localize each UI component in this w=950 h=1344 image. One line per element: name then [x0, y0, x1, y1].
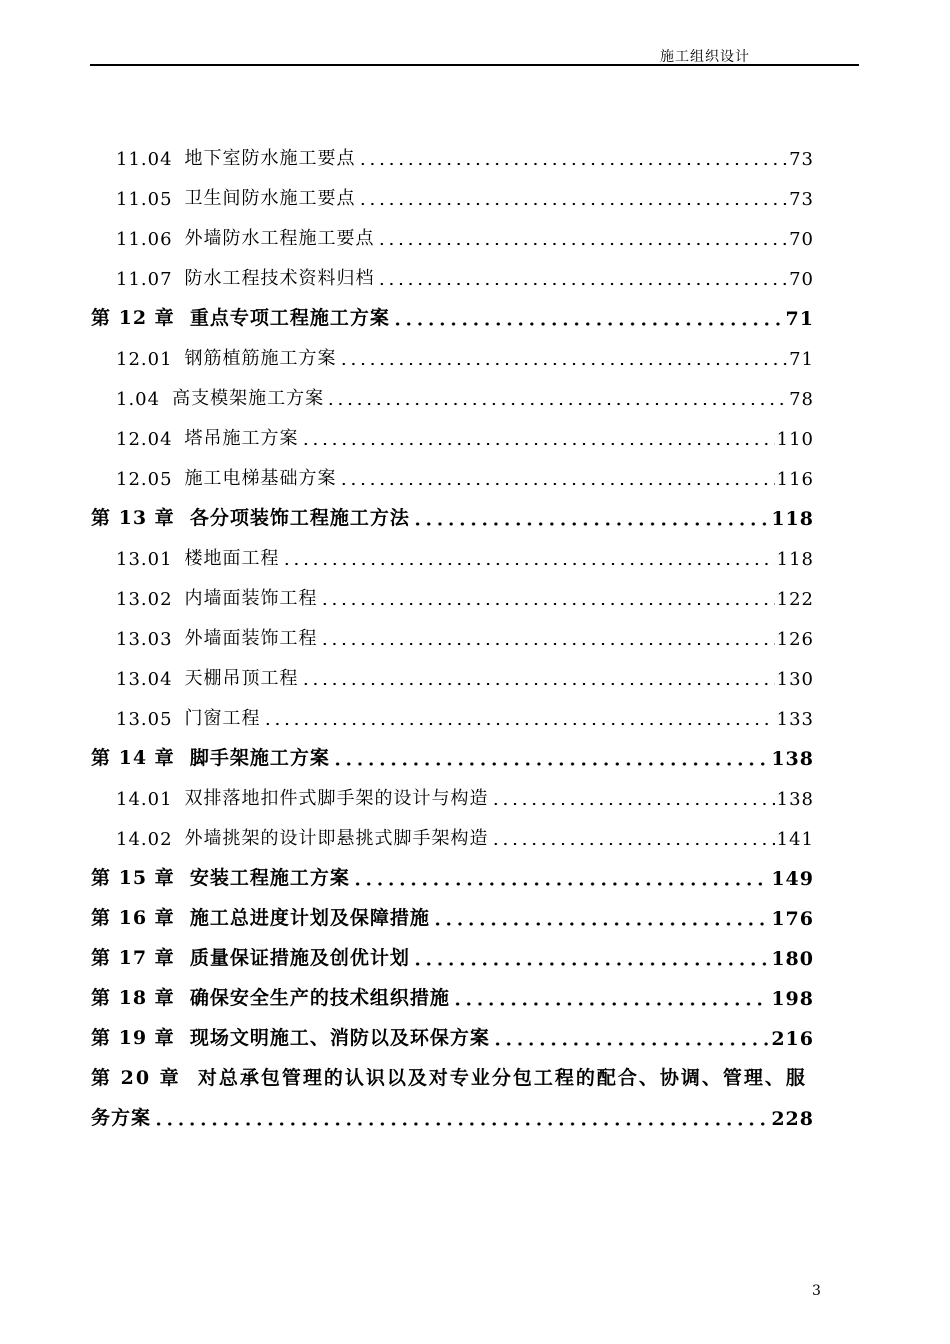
toc-chapter-entry-wrapped[interactable] [91, 1060, 841, 1090]
toc-spacer [181, 1068, 198, 1090]
toc-entry-number: 1.04 [116, 389, 161, 410]
toc-entry-page: 133 [776, 709, 814, 730]
toc-entry-number: 第 16 章 [91, 907, 175, 929]
toc-dot-leader [263, 722, 775, 726]
toc-chapter-entry[interactable] [91, 900, 814, 930]
toc-dot-leader [392, 322, 784, 326]
toc-entry-number: 12.01 [116, 349, 173, 370]
toc-entry-title-line1: 对总承包管理的认识以及对专业分包工程的配合、协调、管理、服 [197, 1067, 807, 1089]
toc-entry-title: 重点专项工程施工方案 [189, 307, 390, 329]
toc-entry-page: 73 [789, 149, 814, 170]
toc-chapter-entry[interactable] [91, 740, 814, 770]
toc-section-entry[interactable] [116, 820, 814, 850]
toc-entry-title: 防水工程技术资料归档 [184, 268, 375, 289]
toc-entry-number: 13.03 [116, 629, 173, 650]
toc-dot-leader [352, 882, 769, 886]
toc-entry-number: 12.04 [116, 429, 173, 450]
toc-dot-leader [492, 1042, 769, 1046]
toc-entry-number: 13.01 [116, 549, 173, 570]
toc-dot-leader [432, 922, 769, 926]
toc-entry-page: 71 [785, 308, 814, 330]
toc-entry-title: 钢筋植筋施工方案 [184, 348, 337, 369]
toc-entry-number: 第 12 章 [91, 307, 175, 329]
toc-entry-page: 141 [776, 829, 814, 850]
toc-entry-number: 11.06 [116, 229, 173, 250]
toc-entry-title: 卫生间防水施工要点 [184, 188, 356, 209]
toc-entry-page: 138 [776, 789, 814, 810]
toc-entry-title: 塔吊施工方案 [184, 428, 299, 449]
toc-section-entry[interactable] [116, 620, 814, 650]
toc-section-entry[interactable] [116, 660, 814, 690]
toc-dot-leader [491, 842, 775, 846]
toc-entry-number: 14.02 [116, 829, 173, 850]
toc-entry-number: 第 15 章 [91, 867, 175, 889]
toc-entry-page: 71 [789, 349, 814, 370]
header-rule [90, 64, 859, 66]
toc-entry-title: 脚手架施工方案 [189, 747, 330, 769]
toc-spacer [175, 508, 190, 530]
toc-section-entry[interactable] [116, 260, 814, 290]
toc-dot-leader [332, 762, 769, 766]
toc-entry-page: 110 [776, 429, 814, 450]
toc-section-entry[interactable] [116, 380, 814, 410]
toc-entry-page: 73 [789, 189, 814, 210]
toc-spacer [175, 908, 190, 930]
toc-dot-leader [377, 282, 788, 286]
toc-entry-page: 138 [771, 748, 814, 770]
toc-section-entry[interactable] [116, 460, 814, 490]
toc-spacer [175, 948, 190, 970]
toc-chapter-entry-continuation[interactable] [91, 1100, 814, 1130]
toc-dot-leader [491, 802, 775, 806]
toc-entry-number: 11.05 [116, 189, 173, 210]
header-title: 施工组织设计 [660, 49, 750, 65]
toc-section-entry[interactable] [116, 340, 814, 370]
toc-dot-leader [320, 642, 775, 646]
toc-entry-title: 质量保证措施及创优计划 [189, 947, 410, 969]
toc-entry-number: 第 13 章 [91, 507, 175, 529]
toc-entry-page: 118 [771, 508, 814, 530]
toc-section-entry[interactable] [116, 540, 814, 570]
toc-section-entry[interactable] [116, 420, 814, 450]
toc-dot-leader [301, 682, 775, 686]
toc-entry-page: 130 [776, 669, 814, 690]
toc-entry-title: 内墙面装饰工程 [184, 588, 318, 609]
toc-entry-title: 确保安全生产的技术组织措施 [189, 987, 450, 1009]
toc-dot-leader [452, 1002, 769, 1006]
toc-entry-title: 外墙挑架的设计即悬挑式脚手架构造 [184, 828, 489, 849]
toc-section-entry[interactable] [116, 700, 814, 730]
toc-entry-page: 70 [789, 229, 814, 250]
toc-entry-number: 第 19 章 [91, 1027, 175, 1049]
toc-entry-number: 第 20 章 [91, 1067, 181, 1089]
toc-dot-leader [282, 562, 775, 566]
toc-dot-leader [412, 962, 769, 966]
toc-spacer [175, 868, 190, 890]
toc-entry-title: 外墙防水工程施工要点 [184, 228, 375, 249]
toc-entry-number: 第 17 章 [91, 947, 175, 969]
toc-dot-leader [153, 1122, 769, 1126]
toc-entry-title: 各分项装饰工程施工方法 [189, 507, 410, 529]
toc-entry-title: 双排落地扣件式脚手架的设计与构造 [184, 788, 489, 809]
toc-spacer [175, 988, 190, 1010]
toc-entry-title: 施工总进度计划及保障措施 [189, 907, 430, 929]
page-number: 3 [812, 1283, 821, 1299]
toc-entry-page: 126 [776, 629, 814, 650]
toc-entry-title-line2: 务方案 [91, 1107, 152, 1129]
toc-entry-title: 外墙面装饰工程 [184, 628, 318, 649]
toc-dot-leader [326, 402, 787, 406]
toc-entry-page: 70 [789, 269, 814, 290]
toc-entry-number: 13.05 [116, 709, 173, 730]
toc-chapter-entry[interactable] [91, 980, 814, 1010]
toc-entry-title: 施工电梯基础方案 [184, 468, 337, 489]
toc-entry-page: 116 [776, 469, 814, 490]
toc-chapter-entry[interactable] [91, 860, 814, 890]
toc-dot-leader [339, 362, 788, 366]
toc-entry-page: 176 [771, 908, 814, 930]
toc-entry-page: 149 [771, 868, 814, 890]
toc-entry-number: 14.01 [116, 789, 173, 810]
toc-spacer [175, 1028, 190, 1050]
toc-entry-title: 现场文明施工、消防以及环保方案 [189, 1027, 490, 1049]
toc-chapter-entry[interactable] [91, 1020, 814, 1050]
toc-spacer [175, 308, 190, 330]
toc-entry-page: 118 [776, 549, 814, 570]
toc-section-entry[interactable] [116, 220, 814, 250]
toc-entry-number: 11.04 [116, 149, 173, 170]
toc-entry-title: 地下室防水施工要点 [184, 148, 356, 169]
toc-chapter-entry[interactable] [91, 500, 814, 530]
toc-entry-page: 122 [776, 589, 814, 610]
toc-entry-number: 13.04 [116, 669, 173, 690]
toc-section-entry[interactable] [116, 580, 814, 610]
toc-entry-title: 楼地面工程 [184, 548, 280, 569]
toc-entry-page: 78 [789, 389, 814, 410]
toc-entry-number: 12.05 [116, 469, 173, 490]
toc-dot-leader [339, 482, 775, 486]
toc-dot-leader [358, 202, 788, 206]
toc-dot-leader [412, 522, 769, 526]
toc-entry-page: 180 [771, 948, 814, 970]
toc-chapter-entry[interactable] [91, 300, 814, 330]
toc-entry-page: 216 [771, 1028, 814, 1050]
toc-dot-leader [358, 162, 788, 166]
toc-chapter-entry[interactable] [91, 940, 814, 970]
toc-entry-number: 第 14 章 [91, 747, 175, 769]
toc-entry-title: 安装工程施工方案 [189, 867, 350, 889]
toc-entry-number: 第 18 章 [91, 987, 175, 1009]
toc-spacer [175, 748, 190, 770]
toc-dot-leader [320, 602, 775, 606]
toc-entry-number: 11.07 [116, 269, 173, 290]
toc-section-entry[interactable] [116, 180, 814, 210]
toc-dot-leader [301, 442, 775, 446]
toc-entry-title: 门窗工程 [184, 708, 261, 729]
toc-dot-leader [377, 242, 788, 246]
toc-entry-page: 198 [771, 988, 814, 1010]
toc-section-entry[interactable] [116, 140, 814, 170]
toc-entry-number: 13.02 [116, 589, 173, 610]
toc-entry-title: 天棚吊顶工程 [184, 668, 299, 689]
toc-entry-page: 228 [771, 1108, 814, 1130]
toc-entry-title: 高支模架施工方案 [172, 388, 325, 409]
toc-section-entry[interactable] [116, 780, 814, 810]
